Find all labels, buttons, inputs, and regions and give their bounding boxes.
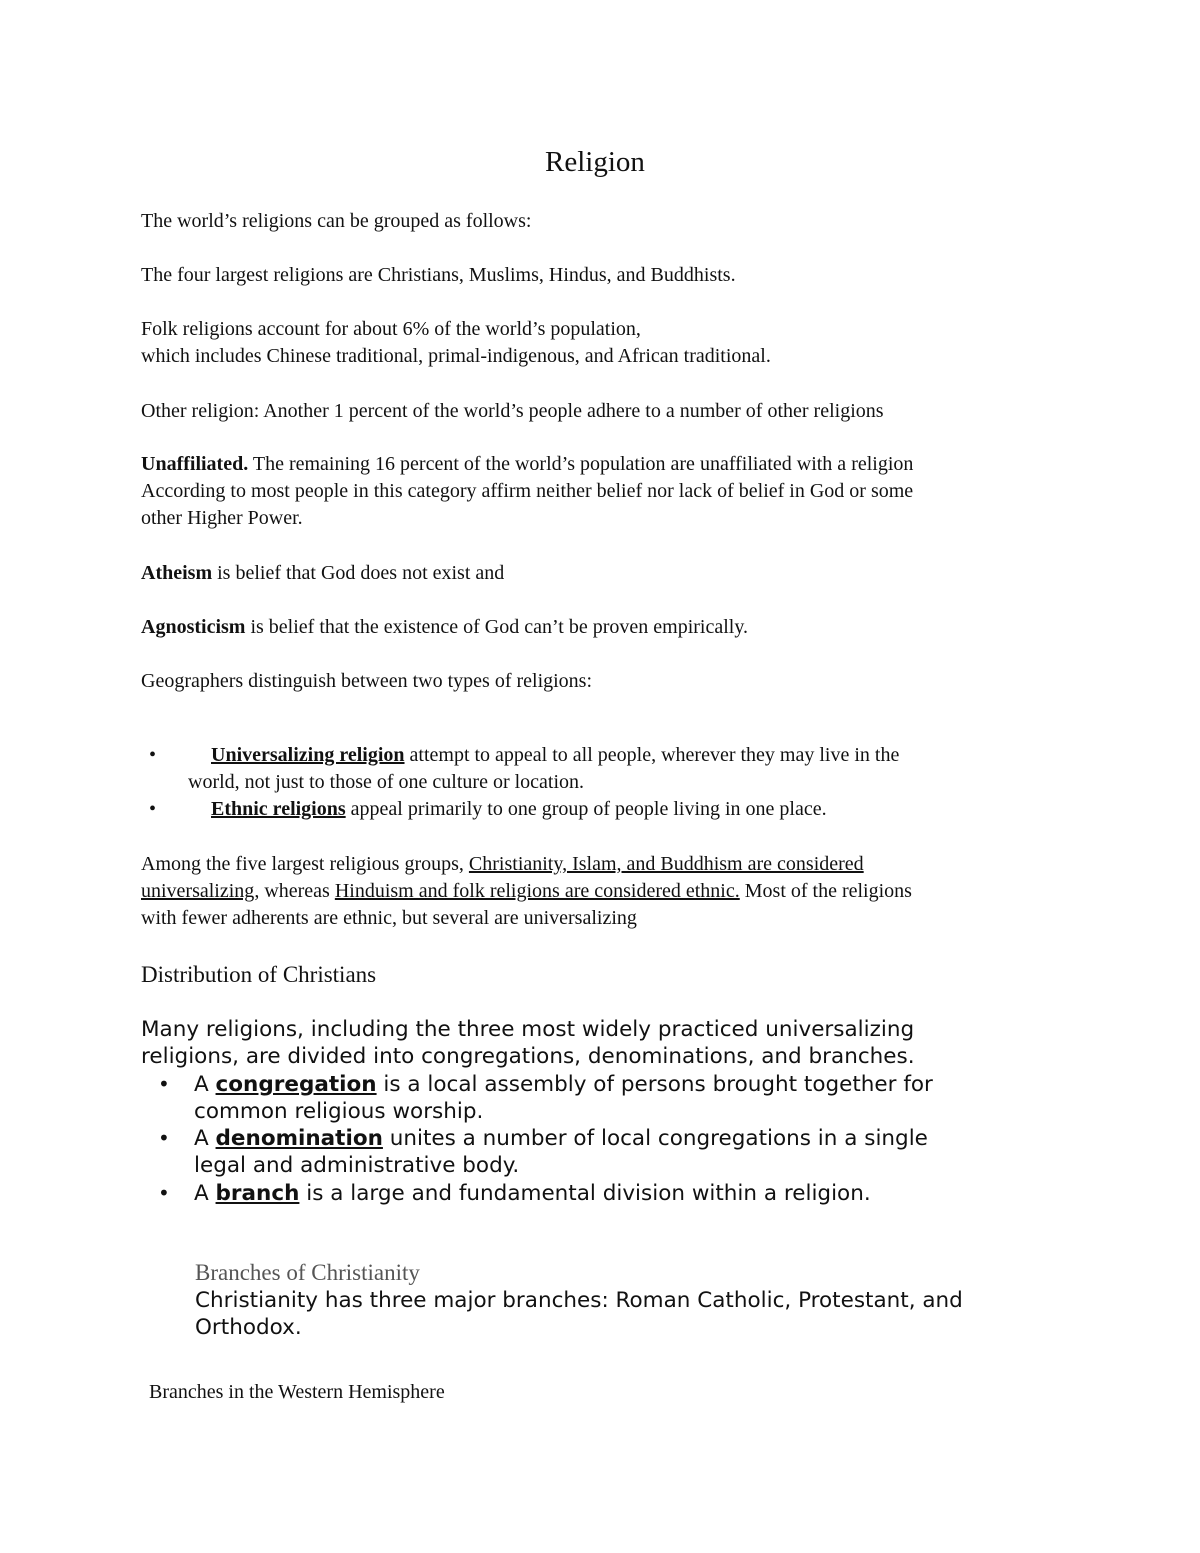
congregation-text: is a local assembly of persons brought together for	[376, 1072, 933, 1097]
folk-line-2: which includes Chinese traditional, primal-indigenous, and African traditional.	[141, 345, 771, 367]
many-line-2: religions, are divided into congregations, denominations, and branches.	[141, 1044, 915, 1069]
atheism-term: Atheism	[141, 562, 213, 584]
folk-line-1: Folk religions account for about 6% of the world’s population,	[141, 318, 641, 340]
among-line-3: with fewer adherents are ethnic, but several are universalizing	[141, 907, 637, 929]
definition-article: A	[194, 1126, 216, 1151]
other-religion-paragraph: Other religion: Another 1 percent of the world’s people adhere to a number of other religions	[141, 400, 884, 422]
branches-heading: Branches of Christianity	[195, 1260, 420, 1285]
largest-religions-paragraph: The four largest religions are Christians, Muslims, Hindus, and Buddhists.	[141, 264, 736, 286]
among-line-2	[141, 878, 912, 905]
denomination-line-1	[194, 1125, 928, 1152]
intro-paragraph: The world’s religions can be grouped as follows:	[141, 210, 532, 232]
bullet-icon: •	[158, 1126, 170, 1150]
denomination-line-2: legal and administrative body.	[194, 1153, 520, 1178]
branches-line-2: Orthodox.	[195, 1315, 302, 1340]
bullet-icon: •	[149, 744, 157, 766]
universalizing-line-2: world, not just to those of one culture or location.	[188, 771, 585, 793]
ethnic-underline: Hinduism and folk religions are considered ethnic.	[334, 880, 740, 902]
unaffiliated-term: Unaffiliated.	[141, 453, 249, 475]
ethnic-line	[211, 796, 827, 823]
unaffiliated-text: The remaining 16 percent of the world’s population are unaffiliated with a religion	[248, 453, 914, 475]
universalizing-underline: Christianity, Islam, and Buddhism are considered	[468, 853, 864, 875]
distribution-heading: Distribution of Christians	[141, 962, 377, 987]
atheism-text: is belief that God does not exist and	[212, 562, 505, 584]
page-title: Religion	[545, 146, 645, 178]
universalizing-line-1	[211, 742, 899, 769]
western-hemisphere-heading: Branches in the Western Hemisphere	[149, 1381, 445, 1403]
agnosticism-term: Agnosticism	[141, 616, 246, 638]
among-text: Among the five largest religious groups,	[141, 853, 469, 875]
congregation-term: congregation	[215, 1072, 377, 1097]
bullet-icon: •	[158, 1181, 170, 1205]
among-text: , whereas	[254, 880, 335, 902]
congregation-line-2: common religious worship.	[194, 1099, 484, 1124]
ethnic-text: appeal primarily to one group of people living in one place.	[345, 798, 827, 820]
agnosticism-text: is belief that the existence of God can’t be proven empirically.	[245, 616, 749, 638]
unaffiliated-line-2: According to most people in this category affirm neither belief nor lack of belief in God or some	[141, 480, 914, 502]
many-line-1: Many religions, including the three most widely practiced universalizing	[141, 1017, 915, 1042]
definition-article: A	[194, 1181, 216, 1206]
agnosticism-paragraph	[141, 614, 748, 641]
congregation-line-1	[194, 1071, 933, 1098]
bullet-icon: •	[158, 1072, 170, 1096]
geographers-paragraph: Geographers distinguish between two types of religions:	[141, 670, 593, 692]
among-text: Most of the religions	[739, 880, 912, 902]
ethnic-term: Ethnic religions	[211, 798, 346, 820]
branches-line-1: Christianity has three major branches: Roman Catholic, Protestant, and	[195, 1288, 963, 1313]
branch-term: branch	[215, 1181, 300, 1206]
denomination-text: unites a number of local congregations in a single	[382, 1126, 928, 1151]
unaffiliated-line-1	[141, 451, 913, 478]
universalizing-term: Universalizing religion	[211, 744, 405, 766]
bullet-icon: •	[149, 798, 157, 820]
universalizing-word: universalizing	[141, 880, 255, 902]
unaffiliated-line-3: other Higher Power.	[141, 507, 303, 529]
denomination-term: denomination	[215, 1126, 383, 1151]
branch-line	[194, 1180, 871, 1207]
among-line-1	[141, 851, 864, 878]
universalizing-text: attempt to appeal to all people, wherever they may live in the	[404, 744, 900, 766]
definition-article: A	[194, 1072, 216, 1097]
branch-text: is a large and fundamental division within a religion.	[299, 1181, 871, 1206]
atheism-paragraph	[141, 560, 504, 587]
